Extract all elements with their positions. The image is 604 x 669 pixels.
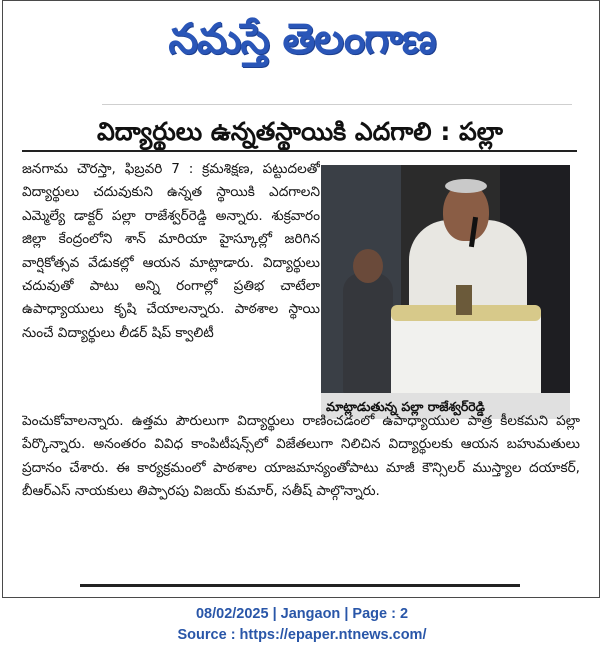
article-photo — [321, 165, 570, 393]
photo-bystander — [343, 273, 393, 393]
article-body-full-width: పెంచుకోవాలన్నారు. ఉత్తమ పౌరులుగా విద్యార్థులు రాణించడంలో ఉపాధ్యాయుల పాత్ర కీలకమని పల్లా పేర్కొన్నారు. అనంతరం వివిధ కాంపిటీషన్స్‌లో విజేతలుగా నిలిచిన విద్యార్థులకు ఆయన బహుమతులు ప్రదానం చేశారు. ఈ కార్యక్రమంలో పాఠశాల యాజమాన్యంతోపాటు మాజీ కౌన్సిలర్ ముస్త్యాల దయాకర్, బీఆర్‌ఎస్ నాయకులు తిప్పారపు విజయ్ కుమార్, సతీష్ పాల్గొన్నారు. — [22, 413, 580, 500]
photo-speaker-hair — [445, 179, 487, 193]
footer — [0, 604, 604, 646]
article-headline: విద్యార్థులు ఉన్నతస్థాయికి ఎదగాలి : పల్లా — [97, 117, 503, 146]
photo-caption: మాట్లాడుతున్న పల్లా రాజేశ్వర్‌రెడ్డి — [326, 399, 485, 414]
footer-source-link[interactable]: Source : https://epaper.ntnews.com/ — [177, 627, 427, 643]
cropped-next-article-edge — [80, 580, 520, 590]
headline-divider — [22, 150, 577, 152]
photo-podium — [391, 313, 541, 393]
masthead-divider — [102, 104, 572, 105]
article-body-column: జనగామ చౌరస్తా, ఫిబ్రవరి 7 : క్రమశిక్షణ, పట్టుదలతో విద్యార్థులు చదువుకుని ఉన్నత స్థాయికి ఎదగాలని ఎమ్మెల్యే డాక్టర్ పల్లా రాజేశ్వర్‌రెడ్డి అన్నారు. శుక్రవారం జిల్లా కేంద్రంలోని శాన్ మారియా హైస్కూల్లో జరిగిన వార్షికోత్సవ వేడుకల్లో ఆయన మాట్లాడారు. విద్యార్థులు చదువుతో పాటు అన్ని రంగాల్లో ప్రతిభ చాటేలా ఉపాధ్యాయులు కృషి చేయాలన్నారు. పాఠశాల స్థాయి నుంచే విద్యార్థులు లీడర్ షిప్ క్వాలిటీ — [22, 161, 320, 341]
photo-bystander-head — [353, 249, 383, 283]
newspaper-masthead: నమస్తే తెలంగాణ — [168, 14, 436, 63]
footer-date-edition-page: 08/02/2025 | Jangaon | Page : 2 — [195, 606, 409, 622]
photo-lamp — [456, 285, 472, 315]
